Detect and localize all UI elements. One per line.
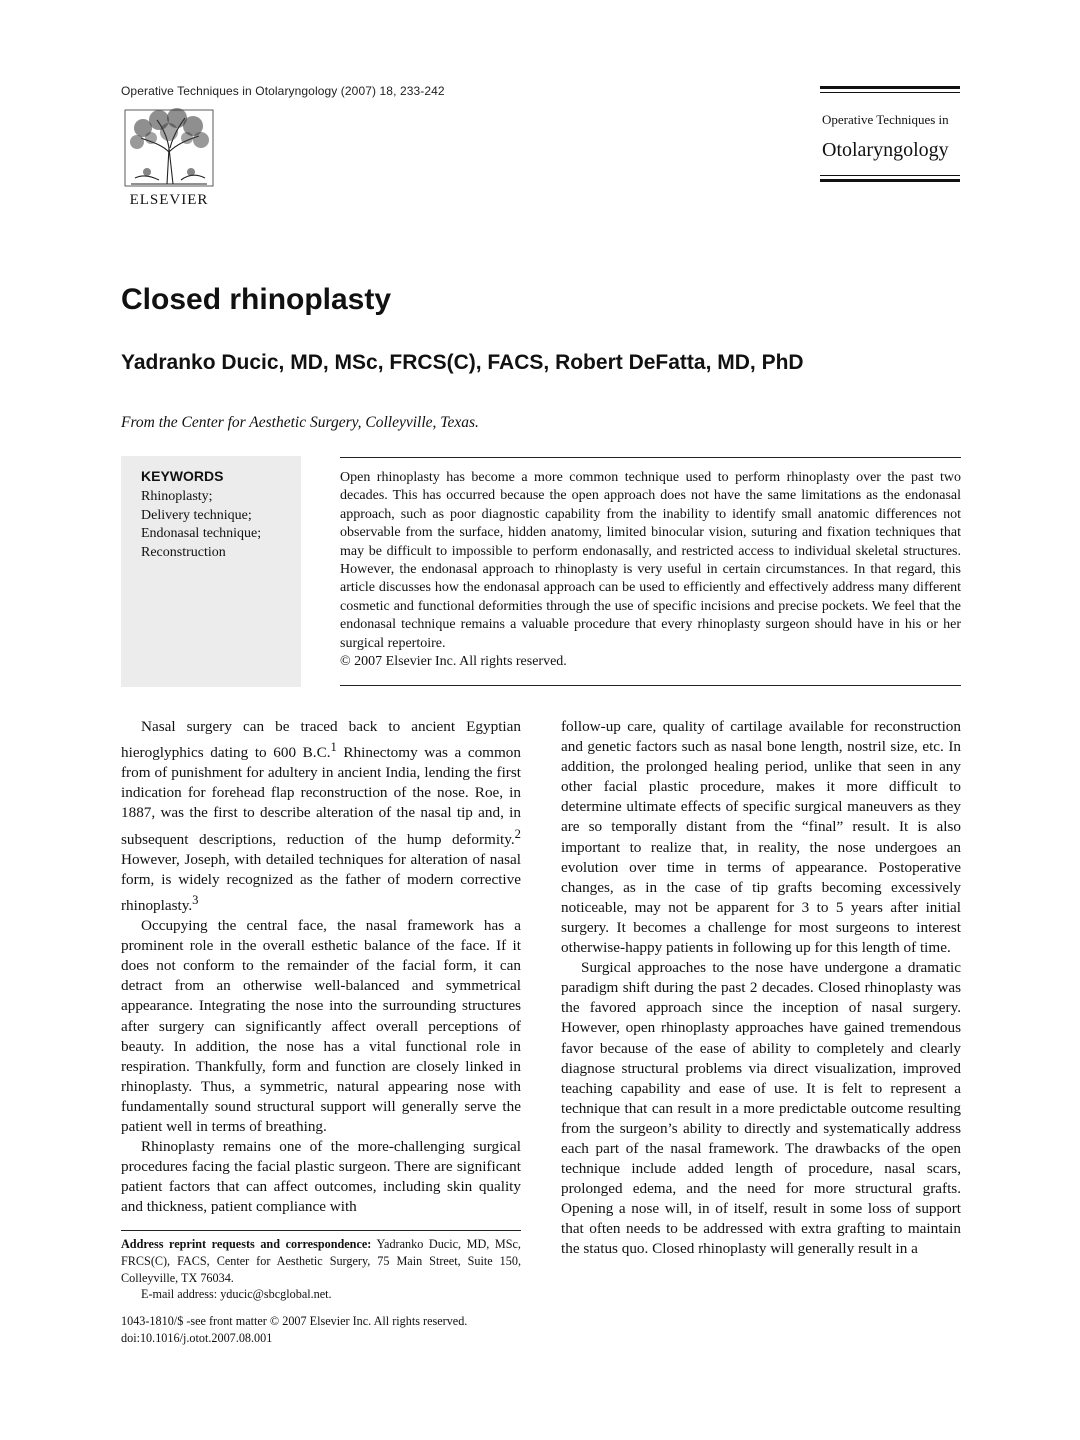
abstract-text: Open rhinoplasty has become a more common technique used to perform rhinoplasty over the past two decades. This has occurred because the open approach does not have the same limitations as the endonasal approach, such as poor diagnostic capability from the inability to identify small anatomic differences not observable from the surface, hidden anatomy, limited binocular vision, suturing and fixation techniques that may be difficult to impossible to perform endonasally, and restricted access to individual skeletal structures. However, the endonasal approach to rhinoplasty is very useful in certain circumstances. In that regard, this article discusses how the endonasal approach can be used to efficiently and effectively address many different cosmetic and functional deformities through the use of specific incisions and precise pockets. We feel that the endonasal technique remains a valuable procedure that every rhinoplasty surgeon should have in his or her surgical repertoire. bbox=[340, 470, 961, 651]
reference-link[interactable]: 3 bbox=[192, 892, 199, 907]
doi-line[interactable]: doi:10.1016/j.otot.2007.08.001 bbox=[121, 1330, 273, 1345]
footnote-label: Address reprint requests and correspondence: bbox=[121, 1237, 372, 1251]
keywords-heading: KEYWORDS bbox=[141, 468, 224, 484]
article-authors: Yadranko Ducic, MD, MSc, FRCS(C), FACS, Robert DeFatta, MD, PhD bbox=[121, 351, 804, 374]
abstract bbox=[340, 469, 961, 671]
body-column-left bbox=[121, 717, 521, 1217]
keyword-item: Reconstruction bbox=[141, 544, 226, 560]
masthead-rule-bottom-thin bbox=[820, 175, 960, 176]
issn-line: 1043-1810/$ -see front matter © 2007 Elsevier Inc. All rights reserved. bbox=[121, 1314, 468, 1328]
body-paragraph: Occupying the central face, the nasal framework has a prominent role in the overall esthetic balance of the face. If it does not conform to the remainder of the facial form, it can detract from an otherwise well-balanced and symmetrical appearance. Integrating the nose into the surrounding structures after surgery can significantly affect overall perceptions of beauty. In addition, the nose has a vital functional role in respiration. Thankfully, form and function are closely linked in rhinoplasty. Thus, a symmetric, natural appearing nose with fundamentally sound structural support will generally serve the patient well in terms of breathing. bbox=[121, 917, 521, 1135]
publisher-logo-text: ELSEVIER bbox=[129, 192, 209, 208]
footnote-email[interactable]: E-mail address: yducic@sbcglobal.net. bbox=[141, 1287, 332, 1302]
reference-link[interactable]: 1 bbox=[330, 740, 337, 755]
body-paragraph: Rhinoplasty remains one of the more-challenging surgical procedures facing the facial plastic surgeon. There are significant patient factors that can affect outcomes, including skin quality and thickness, patient compliance with bbox=[121, 1138, 521, 1216]
journal-name-line2: Otolaryngology bbox=[822, 139, 949, 161]
journal-citation: Operative Techniques in Otolaryngology (2007) 18, 233-242 bbox=[121, 84, 445, 98]
keywords-panel bbox=[121, 456, 301, 687]
journal-masthead bbox=[820, 86, 960, 184]
issn-block bbox=[121, 1313, 541, 1347]
article-affiliation: From the Center for Aesthetic Surgery, Colleyville, Texas. bbox=[121, 414, 479, 431]
abstract-copyright: © 2007 Elsevier Inc. All rights reserved. bbox=[340, 654, 567, 670]
keyword-item: Rhinoplasty; bbox=[141, 489, 213, 504]
footnote-rule bbox=[121, 1230, 521, 1231]
keyword-item: Endonasal technique; bbox=[141, 526, 262, 542]
footnote-text: Yadranko Ducic, MD, MSc, FRCS(C), FACS, Center for Aesthetic Surgery, 75 Main Street, Suite 150, Colleyville, TX 76034. bbox=[121, 1237, 521, 1285]
elsevier-logo bbox=[121, 108, 217, 212]
reference-link[interactable]: 2 bbox=[514, 826, 521, 841]
journal-name-line1: Operative Techniques in bbox=[822, 112, 949, 127]
body-paragraph: Surgical approaches to the nose have undergone a dramatic paradigm shift during the past 2 decades. Closed rhinoplasty was the favored approach since the inception of nasal surgery. However, open rhinoplasty approaches have gained tremendous favor because of the ease of ability to completely and clearly diagnose structural problems via direct visualization, improved teaching capability and ease of use. It is felt to represent a technique that can result in a more predictable outcome resulting from the surgeon’s ability to directly and systematically address each part of the nasal framework. The drawbacks of the open technique include added length of procedure, nasal scars, prolonged edema, and the need for more structural grafts. Opening a nose will, in of itself, result in some loss of support that often needs to be addressed with extra grafting to maintain the status quo. Closed rhinoplasty will generally result in a bbox=[561, 959, 961, 1258]
body-column-right bbox=[561, 717, 961, 1260]
elsevier-tree-icon bbox=[121, 108, 217, 190]
masthead-rule-bottom bbox=[820, 179, 960, 182]
keywords-list bbox=[141, 488, 261, 562]
body-paragraph: Nasal surgery can be traced back to ancient Egyptian hieroglyphics dating to 600 B.C.$^1$ Rhinectomy was a common from of punishment for adultery in ancient India, lending the first indication for forehead flap reconstruction of the nose. Roe, in 1887, was the first to describe alteration of the nasal tip and, in subsequent descriptions, reduction of the hump deformity.$^2$ However, Joseph, with detailed techniques for alteration of nasal form, is widely recognized as the father of modern corrective rhinoplasty.$^3$ bbox=[121, 718, 521, 914]
masthead-rule-top-thin bbox=[820, 92, 960, 93]
abstract-rule-bottom bbox=[340, 685, 961, 686]
body-paragraph-continued: follow-up care, quality of cartilage available for reconstruction and genetic factors such as nasal bone length, nostril size, etc. In addition, the prolonged healing period, unlike that seen in any other facial plastic procedure, makes it more difficult to determine ultimate effects of specific surgical maneuvers as they are so temporally distant from the “final” result. It is also important to realize that, in reality, the nose undergoes an evolution over time in terms of appearance. Postoperative changes, as in the case of tip grafts becoming excessively noticeable, may not be apparent for 3 to 5 years after initial surgery. It becomes a challenge for most surgeons to interest otherwise-happy patients in following up for this length of time. bbox=[561, 718, 961, 957]
masthead-rule-top bbox=[820, 86, 960, 89]
abstract-rule-top bbox=[340, 457, 961, 458]
article-title: Closed rhinoplasty bbox=[121, 283, 392, 316]
correspondence-footnote bbox=[121, 1236, 521, 1303]
keyword-item: Delivery technique; bbox=[141, 507, 252, 523]
